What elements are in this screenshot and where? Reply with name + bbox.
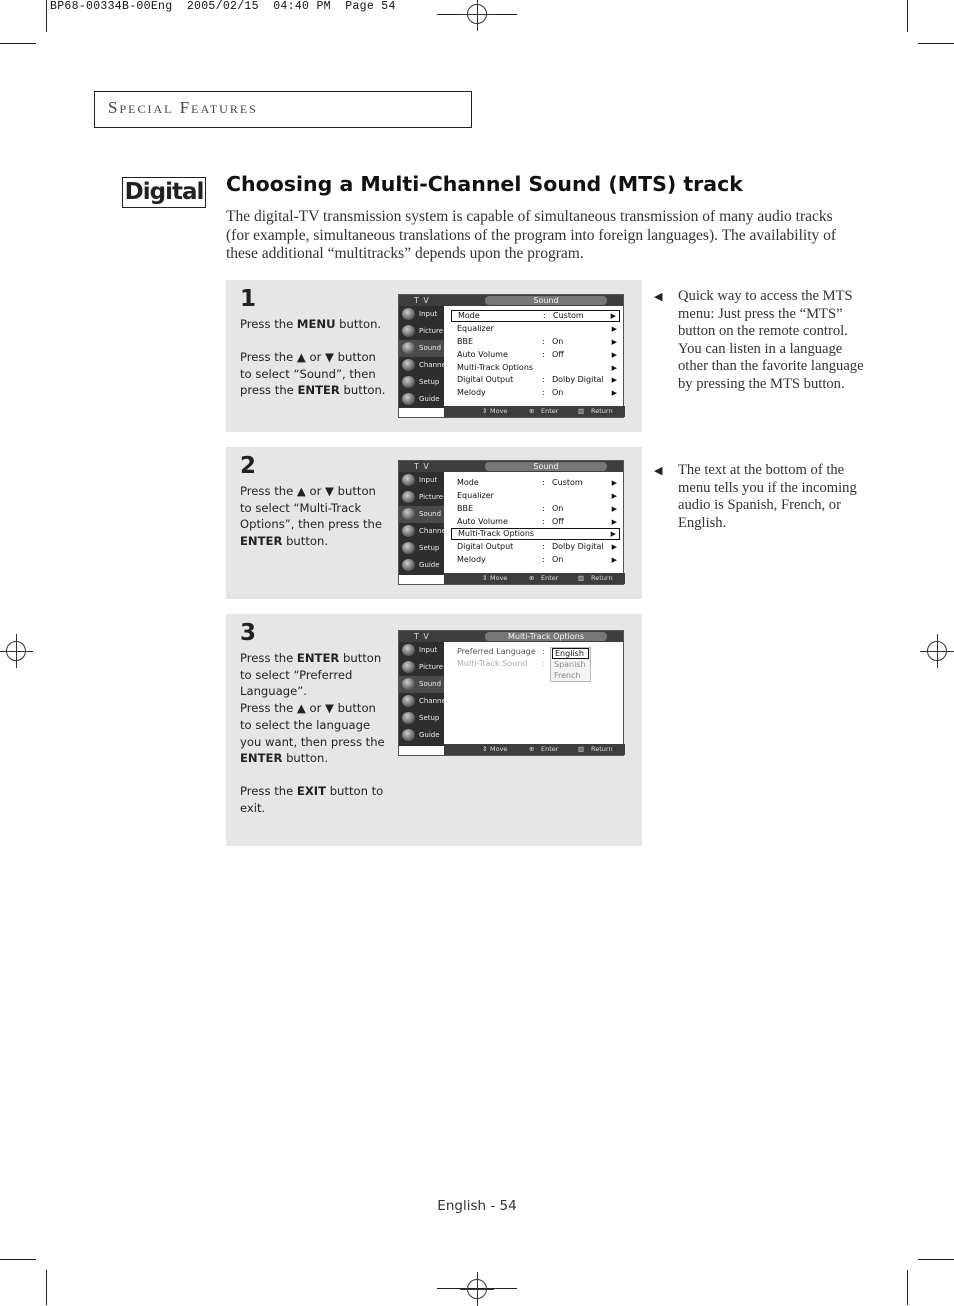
sidebar-item-input[interactable]: Input	[399, 642, 444, 659]
menu-row-digital-output[interactable]: Digital Output : Dolby Digital ▶	[457, 375, 617, 384]
arrow-right-icon: ▶	[611, 351, 617, 359]
move-label: Move	[490, 745, 508, 753]
enter-label: Enter	[541, 407, 559, 415]
menu-tab-title: Sound	[485, 462, 607, 471]
move-icon: ⇕	[482, 745, 488, 753]
menu-sidebar	[399, 472, 448, 575]
language-option-french[interactable]: French	[554, 671, 581, 680]
menu-title-bar	[399, 631, 623, 642]
menu-row-multi-track-options[interactable]: Multi-Track Options ▶	[457, 363, 617, 372]
tv-menu-screen	[398, 630, 624, 756]
guide-icon	[402, 393, 415, 405]
registration-mark-icon	[6, 641, 26, 661]
sidebar-item-input[interactable]: Input	[399, 472, 444, 489]
channel-icon	[402, 525, 415, 537]
menu-bottom-bar	[444, 744, 625, 755]
menu-row-auto-volume[interactable]: Auto Volume : Off ▶	[457, 350, 617, 359]
menu-bottom-bar	[444, 573, 625, 584]
setup-icon	[402, 542, 415, 554]
arrow-right-icon: ▶	[611, 556, 617, 564]
tv-label: T V	[414, 296, 430, 305]
channel-icon	[402, 695, 415, 707]
sidebar-item-channel[interactable]: Channel	[399, 357, 444, 374]
move-icon: ⇕	[482, 574, 488, 582]
menu-title-bar	[399, 295, 623, 306]
sidebar-item-setup[interactable]: Setup	[399, 710, 444, 727]
enter-icon: ⊕	[529, 745, 535, 753]
picture-icon	[402, 661, 415, 673]
step-instruction: Press the MENU button.	[240, 317, 382, 331]
menu-row-melody[interactable]: Melody : On ▶	[457, 388, 617, 397]
enter-label: Enter	[541, 745, 559, 753]
arrow-right-icon: ▶	[611, 389, 617, 397]
step-number: 2	[240, 453, 257, 479]
sidebar-item-sound[interactable]: Sound	[399, 676, 444, 693]
language-dropdown[interactable]	[550, 647, 591, 682]
input-icon	[402, 308, 415, 320]
tip-text: The text at the bottom of the menu tells you if the incoming audio is Spanish, French, or English.	[678, 462, 857, 531]
arrow-right-icon: ▶	[610, 312, 616, 320]
step-instruction: Press the ▲ or ▼ button to select “Sound”, then press the ENTER button.	[240, 350, 386, 398]
registration-mark-icon	[467, 1279, 487, 1299]
menu-title-bar	[399, 461, 623, 472]
sidebar-item-picture[interactable]: Picture	[399, 659, 444, 676]
sound-icon	[402, 678, 415, 690]
arrow-right-icon: ▶	[611, 338, 617, 346]
crop-mark	[0, 43, 36, 44]
guide-icon	[402, 559, 415, 571]
picture-icon	[402, 325, 415, 337]
sidebar-item-guide[interactable]: Guide	[399, 557, 444, 574]
menu-row-multi-track-sound[interactable]: Multi-Track Sound :	[457, 659, 545, 668]
enter-icon: ⊕	[529, 407, 535, 415]
page-title: Choosing a Multi-Channel Sound (MTS) track	[226, 172, 743, 196]
digital-badge: Digital	[122, 177, 206, 208]
arrow-right-icon: ▶	[611, 479, 617, 487]
tip-text: Quick way to access the MTS menu: Just press the “MTS” button on the remote control. You can listen in a language other than the favorite language by pressing the MTS button.	[678, 288, 864, 392]
menu-row-bbe[interactable]: BBE : On ▶	[457, 337, 617, 346]
step-instruction: Press the ▲ or ▼ button to select “Multi-Track Options”, then press the ENTER button.	[240, 484, 382, 549]
registration-mark-icon	[927, 641, 947, 661]
enter-icon: ⊕	[529, 574, 535, 582]
menu-bottom-bar	[444, 406, 625, 417]
step-3-panel	[226, 614, 642, 846]
crop-mark	[907, 1270, 908, 1305]
crop-mark	[918, 43, 954, 44]
arrow-right-icon: ▶	[611, 518, 617, 526]
setup-icon	[402, 376, 415, 388]
arrow-right-icon: ▶	[611, 364, 617, 372]
sidebar-item-setup[interactable]: Setup	[399, 540, 444, 557]
sidebar-item-picture[interactable]: Picture	[399, 489, 444, 506]
menu-tab-title: Sound	[485, 296, 607, 305]
return-label: Return	[591, 574, 613, 582]
registration-mark-icon	[467, 4, 487, 24]
section-title: Special Features	[108, 98, 258, 117]
input-icon	[402, 644, 415, 656]
menu-row-mode[interactable]: Mode : Custom ▶	[451, 310, 620, 322]
return-icon: ▥	[578, 574, 585, 582]
menu-row-mode[interactable]: Mode : Custom ▶	[457, 478, 617, 487]
menu-row-digital-output[interactable]: Digital Output : Dolby Digital ▶	[457, 542, 617, 551]
arrow-right-icon: ▶	[610, 530, 616, 538]
arrow-right-icon: ▶	[611, 376, 617, 384]
menu-sidebar	[399, 306, 448, 408]
move-label: Move	[490, 407, 508, 415]
step-number: 1	[240, 286, 257, 312]
crop-mark	[46, 1270, 47, 1305]
tv-menu-screen	[398, 294, 624, 418]
crop-mark	[918, 1259, 954, 1260]
channel-icon	[402, 359, 415, 371]
return-label: Return	[591, 745, 613, 753]
sidebar-item-sound[interactable]: Sound	[399, 506, 444, 523]
crop-mark	[46, 0, 47, 32]
sidebar-item-input[interactable]: Input	[399, 306, 444, 323]
picture-icon	[402, 491, 415, 503]
language-option-spanish[interactable]: Spanish	[554, 660, 586, 669]
menu-row-melody[interactable]: Melody : On ▶	[457, 555, 617, 564]
return-icon: ▥	[578, 745, 585, 753]
language-option-english[interactable]: English	[552, 648, 589, 659]
return-label: Return	[591, 407, 613, 415]
menu-row-equalizer[interactable]: Equalizer ▶	[457, 491, 617, 500]
menu-row-multi-track-options[interactable]: Multi-Track Options ▶	[451, 528, 620, 540]
arrow-right-icon: ▶	[611, 505, 617, 513]
input-icon	[402, 474, 415, 486]
sidebar-item-channel[interactable]: Channel	[399, 523, 444, 540]
step-number: 3	[240, 620, 257, 646]
print-header: BP68-00334B-00Eng 2005/02/15 04:40 PM Page 54	[50, 0, 396, 13]
move-icon: ⇕	[482, 407, 488, 415]
sidebar-item-guide[interactable]: Guide	[399, 391, 444, 408]
crop-mark	[0, 1259, 36, 1260]
setup-icon	[402, 712, 415, 724]
menu-sidebar	[399, 642, 448, 746]
pointer-triangle-icon: ◀	[654, 291, 663, 303]
sidebar-item-picture[interactable]: Picture	[399, 323, 444, 340]
enter-label: Enter	[541, 574, 559, 582]
intro-paragraph: The digital-TV transmission system is capable of simultaneous transmission of many audio tracks (for example, simultaneous translations of the program into foreign languages). The availability of these additional “multitracks” depends upon the program.	[226, 208, 837, 263]
page-number: English - 54	[437, 1198, 517, 1214]
menu-row-bbe[interactable]: BBE : On ▶	[457, 504, 617, 513]
sound-icon	[402, 508, 415, 520]
sidebar-item-setup[interactable]: Setup	[399, 374, 444, 391]
step-instruction: Press the EXIT button to exit.	[240, 784, 384, 815]
tv-label: T V	[414, 632, 430, 641]
crop-mark	[907, 0, 908, 32]
menu-row-preferred-language[interactable]: Preferred Language :	[457, 647, 545, 656]
tv-menu-screen	[398, 460, 624, 585]
return-icon: ▥	[578, 407, 585, 415]
step-instruction: Press the ENTER button to select “Preferred Language”. Press the ▲ or ▼ button to select the language you want, then press the ENTER button.	[240, 651, 385, 766]
sidebar-item-guide[interactable]: Guide	[399, 727, 444, 744]
step-2-panel	[226, 447, 642, 599]
sidebar-item-sound[interactable]: Sound	[399, 340, 444, 357]
menu-tab-title: Multi-Track Options	[485, 632, 607, 641]
menu-row-auto-volume[interactable]: Auto Volume : Off ▶	[457, 517, 617, 526]
arrow-right-icon: ▶	[611, 543, 617, 551]
move-label: Move	[490, 574, 508, 582]
tv-label: T V	[414, 462, 430, 471]
step-1-panel	[226, 280, 642, 432]
guide-icon	[402, 729, 415, 741]
arrow-right-icon: ▶	[611, 492, 617, 500]
pointer-triangle-icon: ◀	[654, 465, 663, 477]
menu-row-equalizer[interactable]: Equalizer ▶	[457, 324, 617, 333]
arrow-right-icon: ▶	[611, 325, 617, 333]
sound-icon	[402, 342, 415, 354]
sidebar-item-channel[interactable]: Channel	[399, 693, 444, 710]
